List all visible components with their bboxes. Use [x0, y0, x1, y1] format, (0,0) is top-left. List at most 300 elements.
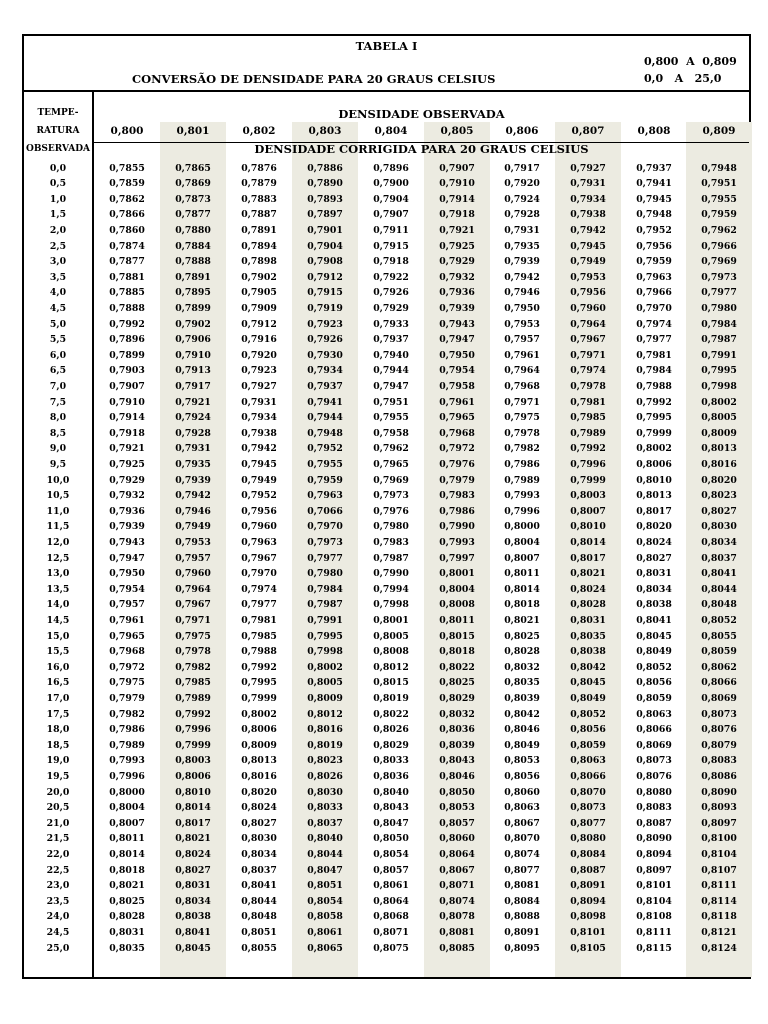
corrected-density-cell: 0,8017	[570, 552, 606, 564]
corrected-density-cell: 0,7948	[307, 427, 343, 439]
corrected-density-cell: 0,8073	[636, 755, 672, 767]
corrected-density-cell: 0,7923	[241, 365, 277, 377]
corrected-density-cell: 0,7963	[307, 490, 343, 502]
corrected-density-cell: 0,8010	[636, 474, 672, 486]
corrected-density-cell: 0,7944	[373, 365, 409, 377]
table-row	[24, 909, 749, 925]
corrected-density-cell: 0,8012	[373, 661, 409, 673]
density-column-header: 0,804	[374, 125, 408, 137]
corrected-density-cell: 0,8011	[504, 568, 540, 580]
corrected-density-cell: 0,8013	[241, 755, 277, 767]
table-row	[24, 285, 749, 301]
corrected-density-cell: 0,8059	[701, 646, 737, 658]
corrected-density-cell: 0,8013	[701, 443, 737, 455]
corrected-density-cell: 0,7960	[175, 568, 211, 580]
corrected-density-cell: 0,8083	[636, 802, 672, 814]
corrected-density-cell: 0,7954	[109, 583, 145, 595]
corrected-density-cell: 0,7951	[701, 178, 737, 190]
corrected-density-cell: 0,8038	[636, 599, 672, 611]
density-column-header: 0,807	[571, 125, 605, 137]
corrected-density-cell: 0,7998	[307, 646, 343, 658]
corrected-density-cell: 0,7911	[373, 224, 409, 236]
corrected-density-cell: 0,8023	[307, 755, 343, 767]
corrected-density-cell: 0,7917	[175, 380, 211, 392]
temperature-cell: 23,5	[46, 895, 70, 907]
corrected-density-cell: 0,8076	[636, 770, 672, 782]
table-row	[24, 379, 749, 395]
corrected-density-cell: 0,7955	[701, 193, 737, 205]
corrected-density-cell: 0,7993	[439, 536, 475, 548]
corrected-density-cell: 0,7984	[636, 365, 672, 377]
corrected-density-cell: 0,8055	[701, 630, 737, 642]
density-range: 0,800 A 0,809	[644, 55, 737, 68]
table-row	[24, 441, 749, 457]
corrected-density-cell: 0,8028	[109, 911, 145, 923]
corrected-density-cell: 0,8084	[570, 848, 606, 860]
corrected-density-cell: 0,8008	[439, 599, 475, 611]
temperature-header-line1: TEMPE-	[37, 108, 79, 118]
table-row	[24, 582, 749, 598]
corrected-density-cell: 0,8047	[373, 817, 409, 829]
corrected-density-cell: 0,7893	[307, 193, 343, 205]
corrected-density-cell: 0,7947	[439, 334, 475, 346]
corrected-density-cell: 0,7985	[175, 677, 211, 689]
corrected-density-cell: 0,7990	[439, 521, 475, 533]
corrected-density-cell: 0,7997	[439, 552, 475, 564]
corrected-density-cell: 0,7932	[109, 490, 145, 502]
corrected-density-cell: 0,7946	[504, 287, 540, 299]
temperature-cell: 14,0	[46, 599, 70, 611]
corrected-density-cell: 0,7950	[504, 302, 540, 314]
corrected-density-cell: 0,8027	[636, 552, 672, 564]
corrected-density-cell: 0,8034	[175, 895, 211, 907]
table-row	[24, 644, 749, 660]
table-row	[24, 426, 749, 442]
corrected-density-cell: 0,7945	[636, 193, 672, 205]
temperature-cell: 15,0	[46, 630, 70, 642]
corrected-density-cell: 0,7985	[570, 412, 606, 424]
table-row	[24, 535, 749, 551]
corrected-density-cell: 0,7908	[307, 256, 343, 268]
corrected-density-cell: 0,7978	[504, 427, 540, 439]
corrected-density-cell: 0,8053	[504, 755, 540, 767]
corrected-density-cell: 0,8004	[439, 583, 475, 595]
temperature-cell: 21,0	[46, 817, 70, 829]
corrected-density-cell: 0,7974	[241, 583, 277, 595]
corrected-density-cell: 0,8034	[241, 848, 277, 860]
table-row	[24, 488, 749, 504]
corrected-density-cell: 0,8056	[504, 770, 540, 782]
corrected-density-cell: 0,8105	[570, 942, 606, 954]
corrected-density-cell: 0,7884	[175, 240, 211, 252]
corrected-density-cell: 0,8000	[109, 786, 145, 798]
corrected-density-cell: 0,7980	[307, 568, 343, 580]
temperature-cell: 8,0	[49, 412, 67, 424]
corrected-density-cell: 0,8041	[241, 880, 277, 892]
corrected-density-cell: 0,8055	[241, 942, 277, 954]
corrected-density-cell: 0,7937	[636, 162, 672, 174]
corrected-density-cell: 0,8046	[439, 770, 475, 782]
corrected-density-cell: 0,8048	[241, 911, 277, 923]
corrected-density-cell: 0,7859	[109, 178, 145, 190]
corrected-density-cell: 0,7965	[439, 412, 475, 424]
corrected-density-cell: 0,8066	[636, 724, 672, 736]
corrected-density-cell: 0,8041	[701, 568, 737, 580]
corrected-density-cell: 0,8098	[570, 911, 606, 923]
corrected-density-cell: 0,7966	[701, 240, 737, 252]
table-row	[24, 223, 749, 239]
corrected-density-cell: 0,8019	[373, 692, 409, 704]
corrected-density-cell: 0,7993	[504, 490, 540, 502]
corrected-density-cell: 0,8017	[175, 817, 211, 829]
corrected-density-cell: 0,8115	[636, 942, 672, 954]
corrected-density-cell: 0,8017	[636, 505, 672, 517]
corrected-density-cell: 0,8080	[636, 786, 672, 798]
corrected-density-cell: 0,7938	[241, 427, 277, 439]
corrected-density-cell: 0,8038	[175, 911, 211, 923]
corrected-density-cell: 0,8007	[570, 505, 606, 517]
corrected-density-cell: 0,7953	[504, 318, 540, 330]
corrected-density-cell: 0,7928	[504, 209, 540, 221]
table-row	[24, 785, 749, 801]
corrected-density-cell: 0,8025	[504, 630, 540, 642]
corrected-density-cell: 0,8034	[701, 536, 737, 548]
corrected-density-cell: 0,8101	[570, 926, 606, 938]
corrected-density-cell: 0,7942	[570, 224, 606, 236]
corrected-density-cell: 0,8064	[373, 895, 409, 907]
corrected-density-cell: 0,8053	[439, 802, 475, 814]
corrected-density-cell: 0,7996	[175, 724, 211, 736]
corrected-density-cell: 0,8040	[307, 833, 343, 845]
corrected-density-cell: 0,8010	[570, 521, 606, 533]
corrected-density-cell: 0,7886	[307, 162, 343, 174]
corrected-density-cell: 0,8051	[307, 880, 343, 892]
corrected-density-cell: 0,7964	[570, 318, 606, 330]
corrected-density-cell: 0,7977	[701, 287, 737, 299]
corrected-density-cell: 0,7936	[109, 505, 145, 517]
corrected-density-cell: 0,8101	[636, 880, 672, 892]
corrected-density-cell: 0,7907	[109, 380, 145, 392]
corrected-density-cell: 0,8108	[636, 911, 672, 923]
table-row	[24, 504, 749, 520]
temperature-cell: 19,5	[46, 770, 70, 782]
corrected-density-cell: 0,7982	[109, 708, 145, 720]
corrected-density-cell: 0,7934	[241, 412, 277, 424]
corrected-density-cell: 0,7978	[175, 646, 211, 658]
temperature-cell: 7,0	[49, 380, 67, 392]
corrected-density-cell: 0,7964	[504, 365, 540, 377]
corrected-density-cell: 0,8019	[307, 739, 343, 751]
corrected-density-cell: 0,7988	[636, 380, 672, 392]
temperature-cell: 12,5	[46, 552, 70, 564]
corrected-density-cell: 0,8083	[701, 755, 737, 767]
corrected-density-cell: 0,8027	[241, 817, 277, 829]
corrected-density-cell: 0,7956	[241, 505, 277, 517]
corrected-density-cell: 0,8076	[701, 724, 737, 736]
corrected-density-cell: 0,8020	[701, 474, 737, 486]
corrected-density-cell: 0,7999	[570, 474, 606, 486]
corrected-density-cell: 0,7970	[241, 568, 277, 580]
table-row	[24, 161, 749, 177]
corrected-density-cell: 0,7979	[109, 692, 145, 704]
corrected-density-cell: 0,7885	[109, 287, 145, 299]
temperature-cell: 21,5	[46, 833, 70, 845]
table-row	[24, 675, 749, 691]
corrected-density-cell: 0,8090	[636, 833, 672, 845]
corrected-density-cell: 0,8024	[570, 583, 606, 595]
corrected-density-cell: 0,7900	[373, 178, 409, 190]
temperature-cell: 10,5	[46, 490, 70, 502]
corrected-density-cell: 0,8111	[636, 926, 672, 938]
corrected-density-cell: 0,7981	[241, 614, 277, 626]
temperature-cell: 18,5	[46, 739, 70, 751]
corrected-density-cell: 0,7996	[504, 505, 540, 517]
corrected-density-cell: 0,7969	[701, 256, 737, 268]
temperature-cell: 6,0	[49, 349, 67, 361]
corrected-density-cell: 0,8067	[439, 864, 475, 876]
corrected-density-cell: 0,7946	[175, 505, 211, 517]
corrected-density-cell: 0,8020	[241, 786, 277, 798]
corrected-density-cell: 0,7921	[439, 224, 475, 236]
corrected-density-cell: 0,7957	[504, 334, 540, 346]
corrected-density-cell: 0,8060	[439, 833, 475, 845]
corrected-density-cell: 0,8022	[373, 708, 409, 720]
table-row	[24, 691, 749, 707]
temperature-cell: 19,0	[46, 755, 70, 767]
temperature-cell: 13,5	[46, 583, 70, 595]
corrected-density-cell: 0,7904	[373, 193, 409, 205]
corrected-density-cell: 0,7939	[175, 474, 211, 486]
temperature-cell: 23,0	[46, 880, 70, 892]
corrected-density-cell: 0,7971	[570, 349, 606, 361]
corrected-density-cell: 0,8048	[701, 599, 737, 611]
corrected-density-cell: 0,7986	[439, 505, 475, 517]
table-row	[24, 941, 749, 957]
corrected-density-cell: 0,7956	[570, 287, 606, 299]
corrected-density-cell: 0,7972	[109, 661, 145, 673]
corrected-density-cell: 0,8043	[439, 755, 475, 767]
corrected-density-cell: 0,8069	[636, 739, 672, 751]
corrected-density-cell: 0,7937	[373, 334, 409, 346]
corrected-density-cell: 0,8003	[175, 755, 211, 767]
corrected-density-cell: 0,8018	[504, 599, 540, 611]
corrected-density-cell: 0,8024	[636, 536, 672, 548]
temperature-cell: 20,0	[46, 786, 70, 798]
corrected-density-cell: 0,8050	[439, 786, 475, 798]
corrected-density-cell: 0,8025	[109, 895, 145, 907]
corrected-density-cell: 0,8042	[504, 708, 540, 720]
density-column-header: 0,801	[176, 125, 210, 137]
temperature-cell: 6,5	[49, 365, 67, 377]
temperature-cell: 3,0	[49, 256, 67, 268]
corrected-density-cell: 0,7953	[175, 536, 211, 548]
corrected-density-cell: 0,7949	[175, 521, 211, 533]
corrected-density-cell: 0,7987	[373, 552, 409, 564]
corrected-density-cell: 0,7995	[241, 677, 277, 689]
corrected-density-cell: 0,7959	[307, 474, 343, 486]
corrected-density-cell: 0,8006	[175, 770, 211, 782]
corrected-density-cell: 0,8001	[373, 614, 409, 626]
corrected-density-cell: 0,8002	[636, 443, 672, 455]
corrected-density-cell: 0,8095	[504, 942, 540, 954]
corrected-density-cell: 0,8041	[175, 926, 211, 938]
corrected-density-cell: 0,7920	[504, 178, 540, 190]
temperature-cell: 11,5	[46, 521, 70, 533]
corrected-density-cell: 0,8059	[570, 739, 606, 751]
corrected-density-cell: 0,8033	[373, 755, 409, 767]
title-block	[24, 36, 749, 92]
corrected-density-cell: 0,7973	[701, 271, 737, 283]
corrected-density-cell: 0,7945	[241, 458, 277, 470]
density-column-header: 0,809	[702, 125, 736, 137]
corrected-density-cell: 0,7963	[241, 536, 277, 548]
corrected-density-cell: 0,7918	[109, 427, 145, 439]
corrected-density-cell: 0,7925	[109, 458, 145, 470]
corrected-density-cell: 0,7931	[570, 178, 606, 190]
corrected-density-cell: 0,7914	[439, 193, 475, 205]
corrected-density-cell: 0,8046	[504, 724, 540, 736]
temperature-cell: 24,0	[46, 911, 70, 923]
corrected-density-cell: 0,7996	[109, 770, 145, 782]
corrected-density-cell: 0,8086	[701, 770, 737, 782]
temperature-cell: 4,5	[49, 302, 67, 314]
table-row	[24, 192, 749, 208]
corrected-density-cell: 0,8014	[175, 802, 211, 814]
table-row	[24, 800, 749, 816]
corrected-density-cell: 0,7902	[241, 271, 277, 283]
corrected-density-cell: 0,7924	[175, 412, 211, 424]
corrected-density-cell: 0,7971	[175, 614, 211, 626]
temperature-cell: 24,5	[46, 926, 70, 938]
corrected-density-cell: 0,7999	[241, 692, 277, 704]
corrected-density-cell: 0,8050	[373, 833, 409, 845]
temperature-cell: 5,0	[49, 318, 67, 330]
corrected-density-cell: 0,7919	[307, 302, 343, 314]
corrected-density-cell: 0,8035	[570, 630, 606, 642]
corrected-density-cell: 0,8009	[701, 427, 737, 439]
corrected-density-cell: 0,8045	[570, 677, 606, 689]
corrected-density-cell: 0,7921	[109, 443, 145, 455]
corrected-density-cell: 0,7962	[701, 224, 737, 236]
temperature-cell: 2,5	[49, 240, 67, 252]
corrected-density-cell: 0,7955	[307, 458, 343, 470]
corrected-density-cell: 0,8030	[701, 521, 737, 533]
corrected-density-cell: 0,7942	[241, 443, 277, 455]
corrected-density-cell: 0,7989	[109, 739, 145, 751]
temperature-range: 0,0 A 25,0	[644, 72, 722, 85]
corrected-density-cell: 0,7986	[109, 724, 145, 736]
corrected-density-cell: 0,7963	[636, 271, 672, 283]
corrected-density-cell: 0,8079	[701, 739, 737, 751]
corrected-density-cell: 0,7941	[307, 396, 343, 408]
corrected-density-cell: 0,8001	[439, 568, 475, 580]
corrected-density-cell: 0,7972	[439, 443, 475, 455]
corrected-density-cell: 0,8045	[175, 942, 211, 954]
corrected-density-cell: 0,8058	[307, 911, 343, 923]
corrected-density-cell: 0,8041	[636, 614, 672, 626]
corrected-density-cell: 0,7894	[241, 240, 277, 252]
corrected-density-cell: 0,8073	[570, 802, 606, 814]
corrected-density-cell: 0,7915	[307, 287, 343, 299]
corrected-density-cell: 0,8107	[701, 864, 737, 876]
table-row	[24, 722, 749, 738]
corrected-density-cell: 0,8074	[439, 895, 475, 907]
corrected-density-cell: 0,7066	[307, 505, 343, 517]
corrected-density-cell: 0,8033	[307, 802, 343, 814]
corrected-density-cell: 0,7977	[636, 334, 672, 346]
corrected-density-cell: 0,8114	[701, 895, 737, 907]
temperature-cell: 20,5	[46, 802, 70, 814]
corrected-density-cell: 0,8003	[570, 490, 606, 502]
corrected-density-cell: 0,7952	[307, 443, 343, 455]
corrected-density-cell: 0,7895	[175, 287, 211, 299]
corrected-density-cell: 0,7934	[307, 365, 343, 377]
corrected-density-cell: 0,7923	[307, 318, 343, 330]
corrected-density-cell: 0,7954	[439, 365, 475, 377]
corrected-density-cell: 0,7947	[109, 552, 145, 564]
corrected-density-cell: 0,8004	[109, 802, 145, 814]
corrected-density-cell: 0,8074	[504, 848, 540, 860]
table-row	[24, 613, 749, 629]
corrected-density-cell: 0,7901	[307, 224, 343, 236]
table-row	[24, 863, 749, 879]
corrected-density-cell: 0,7975	[109, 677, 145, 689]
corrected-density-cell: 0,8016	[701, 458, 737, 470]
corrected-density-cell: 0,8014	[109, 848, 145, 860]
corrected-density-cell: 0,7877	[109, 256, 145, 268]
table-row	[24, 317, 749, 333]
corrected-density-cell: 0,7877	[175, 209, 211, 221]
corrected-density-cell: 0,7981	[636, 349, 672, 361]
corrected-density-cell: 0,7880	[175, 224, 211, 236]
corrected-density-cell: 0,8002	[307, 661, 343, 673]
corrected-density-cell: 0,7981	[570, 396, 606, 408]
corrected-density-cell: 0,7991	[701, 349, 737, 361]
corrected-density-cell: 0,7980	[701, 302, 737, 314]
corrected-density-cell: 0,8029	[373, 739, 409, 751]
corrected-density-cell: 0,7922	[373, 271, 409, 283]
corrected-density-cell: 0,7989	[570, 427, 606, 439]
table-row	[24, 660, 749, 676]
corrected-density-cell: 0,8002	[241, 708, 277, 720]
observed-density-header: DENSIDADE OBSERVADA	[338, 107, 505, 121]
corrected-density-cell: 0,8006	[241, 724, 277, 736]
table-row	[24, 629, 749, 645]
corrected-density-cell: 0,8070	[504, 833, 540, 845]
corrected-density-cell: 0,8054	[373, 848, 409, 860]
corrected-density-cell: 0,7959	[701, 209, 737, 221]
corrected-density-cell: 0,7986	[504, 458, 540, 470]
corrected-density-cell: 0,8100	[701, 833, 737, 845]
corrected-density-cell: 0,7992	[109, 318, 145, 330]
corrected-density-cell: 0,7975	[504, 412, 540, 424]
corrected-density-cell: 0,8016	[241, 770, 277, 782]
corrected-density-cell: 0,7978	[570, 380, 606, 392]
corrected-density-cell: 0,7899	[175, 302, 211, 314]
corrected-density-cell: 0,7929	[373, 302, 409, 314]
corrected-density-cell: 0,8010	[175, 786, 211, 798]
corrected-density-cell: 0,8069	[701, 692, 737, 704]
corrected-density-cell: 0,8011	[109, 833, 145, 845]
corrected-density-cell: 0,8018	[109, 864, 145, 876]
corrected-density-cell: 0,7969	[373, 474, 409, 486]
temperature-cell: 25,0	[46, 942, 70, 954]
table-row	[24, 816, 749, 832]
table-row	[24, 878, 749, 894]
corrected-density-cell: 0,8054	[307, 895, 343, 907]
corrected-density-cell: 0,8027	[701, 505, 737, 517]
corrected-density-cell: 0,7912	[307, 271, 343, 283]
